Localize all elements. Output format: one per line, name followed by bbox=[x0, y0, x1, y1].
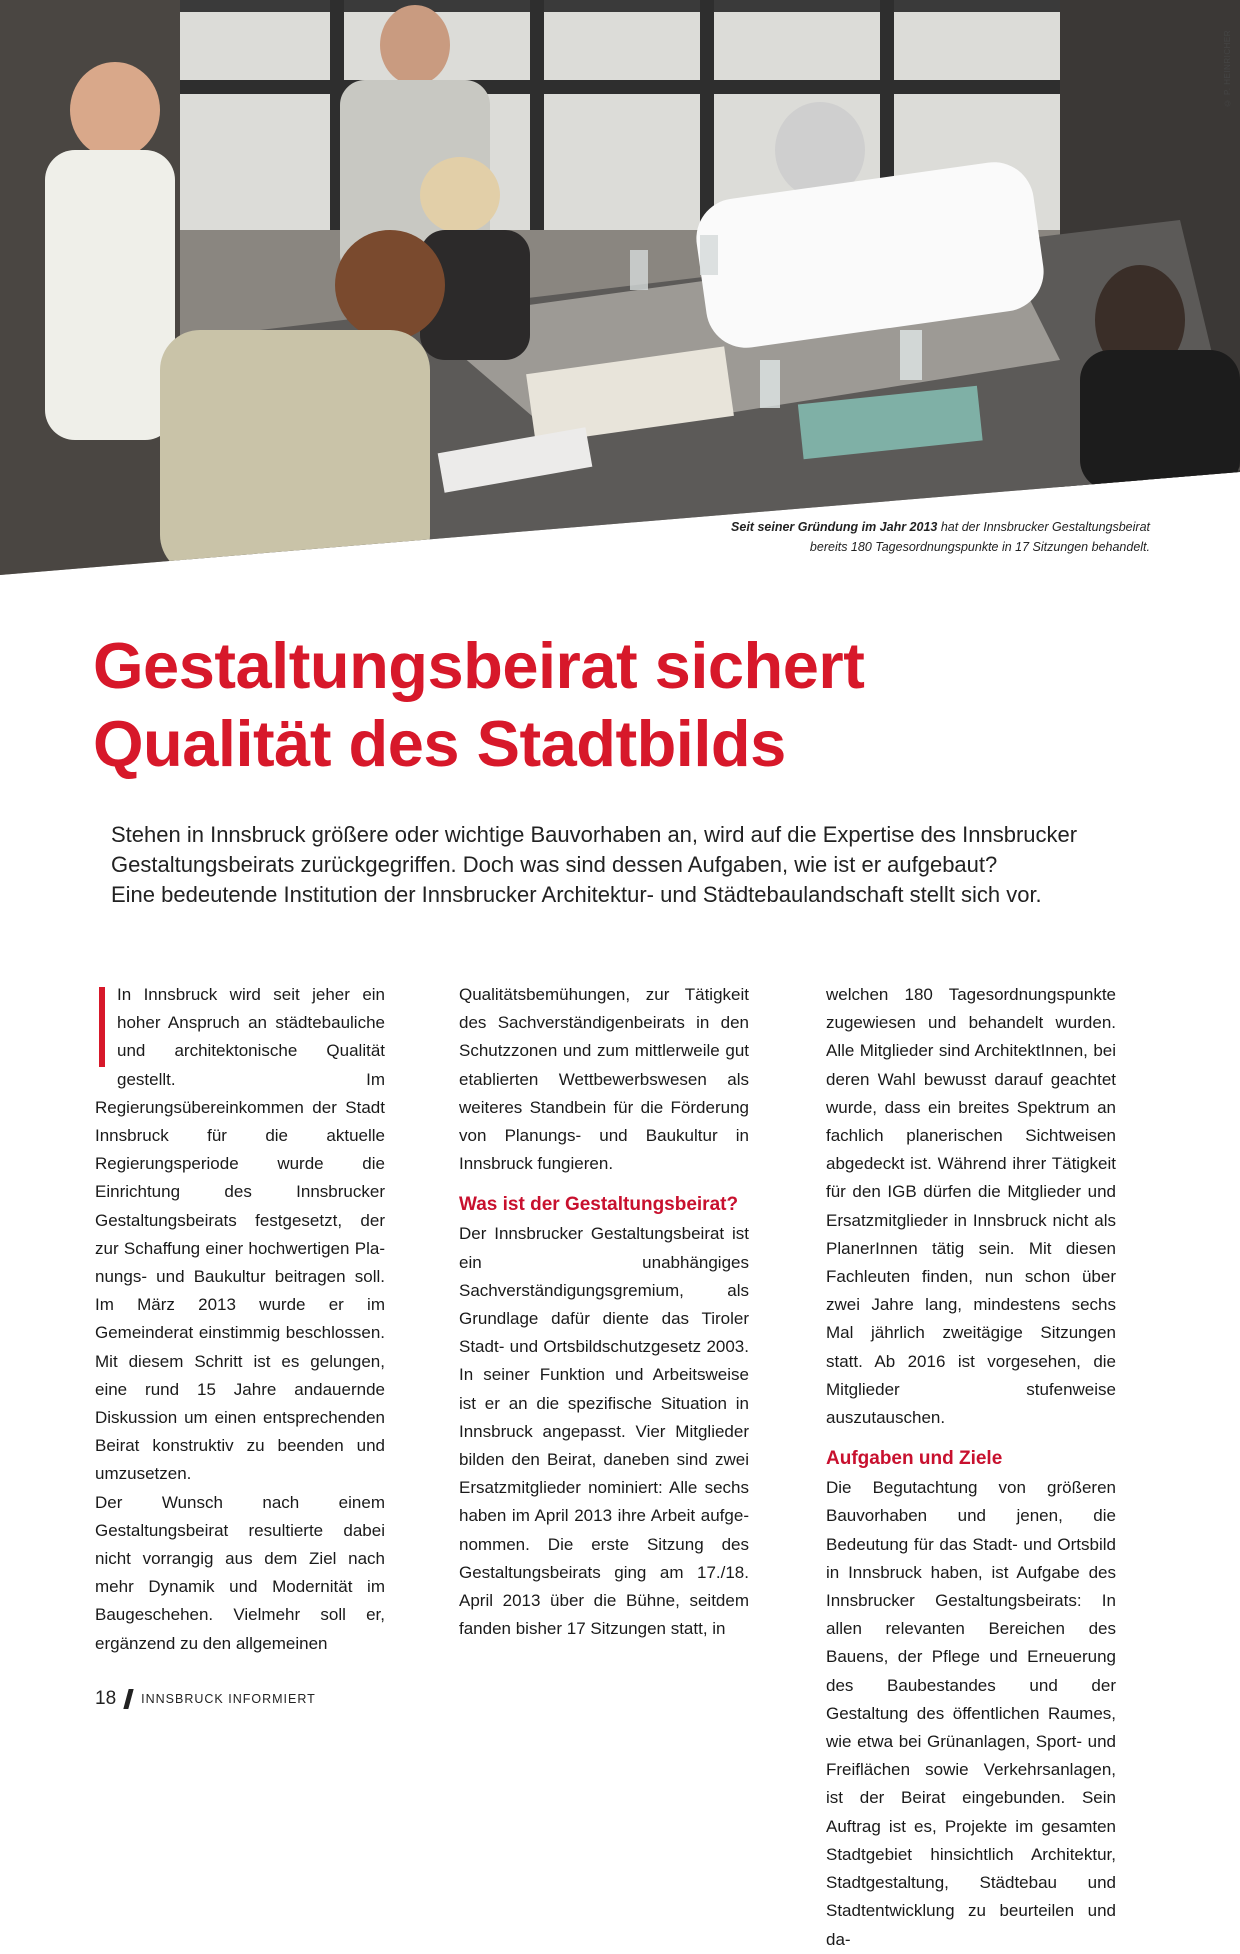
drop-cap-bar bbox=[99, 987, 105, 1067]
subheading-aufgaben: Aufgaben und Ziele bbox=[826, 1448, 1003, 1470]
lead-paragraph bbox=[111, 820, 1171, 910]
paragraph-continued: welchen 180 Tagesordnungspunkte zugewiesen und behandelt wurden. Alle Mitglieder sind ArchitektInnen, bei deren Wahl bewusst darauf geachtet wurde, dass ein breites Spektrum an fachlich planerischen Sichtweisen abgedeckt ist. Während ihrer Tätigkeit für den IGB dürfen die Mitglieder und Ersatzmitglieder in Innsbruck nicht als PlanerInnen tätig sein. Mit diesen Fachleuten finden, nun schon über zwei Jahre lang, mindestens sechs Mal jährlich zweitägige Sitzungen statt. Ab 2016 ist vorgesehen, die Mitglieder stufenweise auszutauschen. bbox=[826, 985, 1116, 1428]
paragraph-intro: In Innsbruck wird seit jeher ein hoher Anspruch an städtebauliche und architektonische Qualität gestellt. Im Regierungsübereinkommen der Stadt Innsbruck für die aktuelle Regierungsperiode wurde die Einrichtung des Innsbrucker Gestaltungsbeirats festgesetzt, der zur Schaffung einer hochwertigen Planungs- und Baukultur beitragen soll. Im März 2013 wurde er im Gemeinderat einstimmig beschlossen. Mit diesem Schritt ist es gelungen, eine rund 15 Jahre andauernde Diskussion um einen entsprechenden Beirat konstruktiv zu beenden und umzusetzen. bbox=[95, 985, 385, 1484]
body-column-3 bbox=[826, 981, 1116, 1954]
headline bbox=[93, 627, 1193, 783]
photo-credit: © P. HEINRICHER bbox=[1223, 30, 1232, 108]
meeting-photo bbox=[0, 0, 1240, 575]
publication-name: INNSBRUCK INFORMIERT bbox=[141, 1692, 316, 1706]
paragraph-wunsch: Der Wunsch nach einem Gestaltungsbeirat resultierte dabei nicht vorrangig aus dem Ziel nach mehr Dynamik und Modernität im Baugeschehen. Vielmehr soll er, ergänzend zu den allgemeinen bbox=[95, 1492, 385, 1653]
slash-divider bbox=[123, 1689, 133, 1709]
page-footer bbox=[95, 1688, 316, 1710]
lead-line-2: Gestaltungsbeirats zurückgegriffen. Doch was sind dessen Aufgaben, wie ist er aufgebaut? bbox=[111, 852, 998, 877]
paragraph-continued: Qualitätsbemühungen, zur Tätigkeit des Sachverständigenbeirats in den Schutzzonen und zum mittlerweile gut etablierten Wettbewerbswesen als weiteres Standbein für die Förderung von Planungs- und Baukultur in Innsbruck fungieren. bbox=[459, 985, 749, 1174]
lead-line-1: Stehen in Innsbruck größere oder wichtige Bauvorhaben an, wird auf die Expertise des Innsbrucker bbox=[111, 822, 1078, 847]
headline-line-1: Gestaltungsbeirat sichert bbox=[93, 629, 865, 702]
paragraph-aufgaben: Die Begutachtung von größeren Bauvorhaben und jenen, die Bedeutung für das Stadt- und Ortsbild in Innsbruck haben, ist Aufgabe des Innsbrucker Gestaltungsbeirats: In allen relevanten Bereichen des Bauens, der Pflege und Erneuerung des Baubestandes und der Gestaltung des öffentlichen Raumes, wie etwa bei Grünanlagen, Sport- und Freiflächen sowie Verkehrsanlagen, ist der Beirat eingebunden. Sein Auftrag ist es, Projekte im gesamten Stadtgebiet hinsichtlich Architektur, Stadtgestaltung, Städtebau und Stadtentwicklung zu beurteilen und da- bbox=[826, 1478, 1116, 1949]
body-column-2 bbox=[459, 981, 749, 1643]
headline-line-2: Qualität des Stadtbilds bbox=[93, 707, 786, 780]
photo-caption bbox=[730, 517, 1150, 557]
lead-line-3: Eine bedeutende Institution der Innsbrucker Architektur- und Städtebaulandschaft stellt sich vor. bbox=[111, 882, 1042, 907]
header-photo bbox=[0, 0, 1240, 575]
caption-bold: Seit seiner Gründung im Jahr 2013 bbox=[731, 520, 938, 534]
caption-text: hat der Innsbrucker Gestaltungsbeirat bereits 180 Tagesordnungspunkte in 17 Sitzungen behandelt. bbox=[809, 520, 1150, 554]
body-column-1 bbox=[95, 981, 385, 1658]
paragraph-was-ist: Der Innsbrucker Gestaltungsbeirat ist ein unabhängiges Sachverständigungsgremium, als Grundlage dafür diente das Tiroler Stadt- und Ortsbildschutzgesetz 2003. In seiner Funktion und Arbeitsweise ist er an die spezifische Situation in Innsbruck angepasst. Vier Mitglieder bilden den Beirat, daneben sind zwei Ersatzmitglieder nominiert: Alle sechs haben im April 2013 ihre Arbeit aufgenommen. Die erste Sitzung des Gestaltungsbeirats ging am 17./18. April 2013 über die Bühne, seitdem fanden bisher 17 Sitzungen statt, in bbox=[459, 1224, 749, 1639]
page-number: 18 bbox=[95, 1688, 117, 1709]
subheading-was-ist: Was ist der Gestaltungsbeirat? bbox=[459, 1194, 739, 1216]
